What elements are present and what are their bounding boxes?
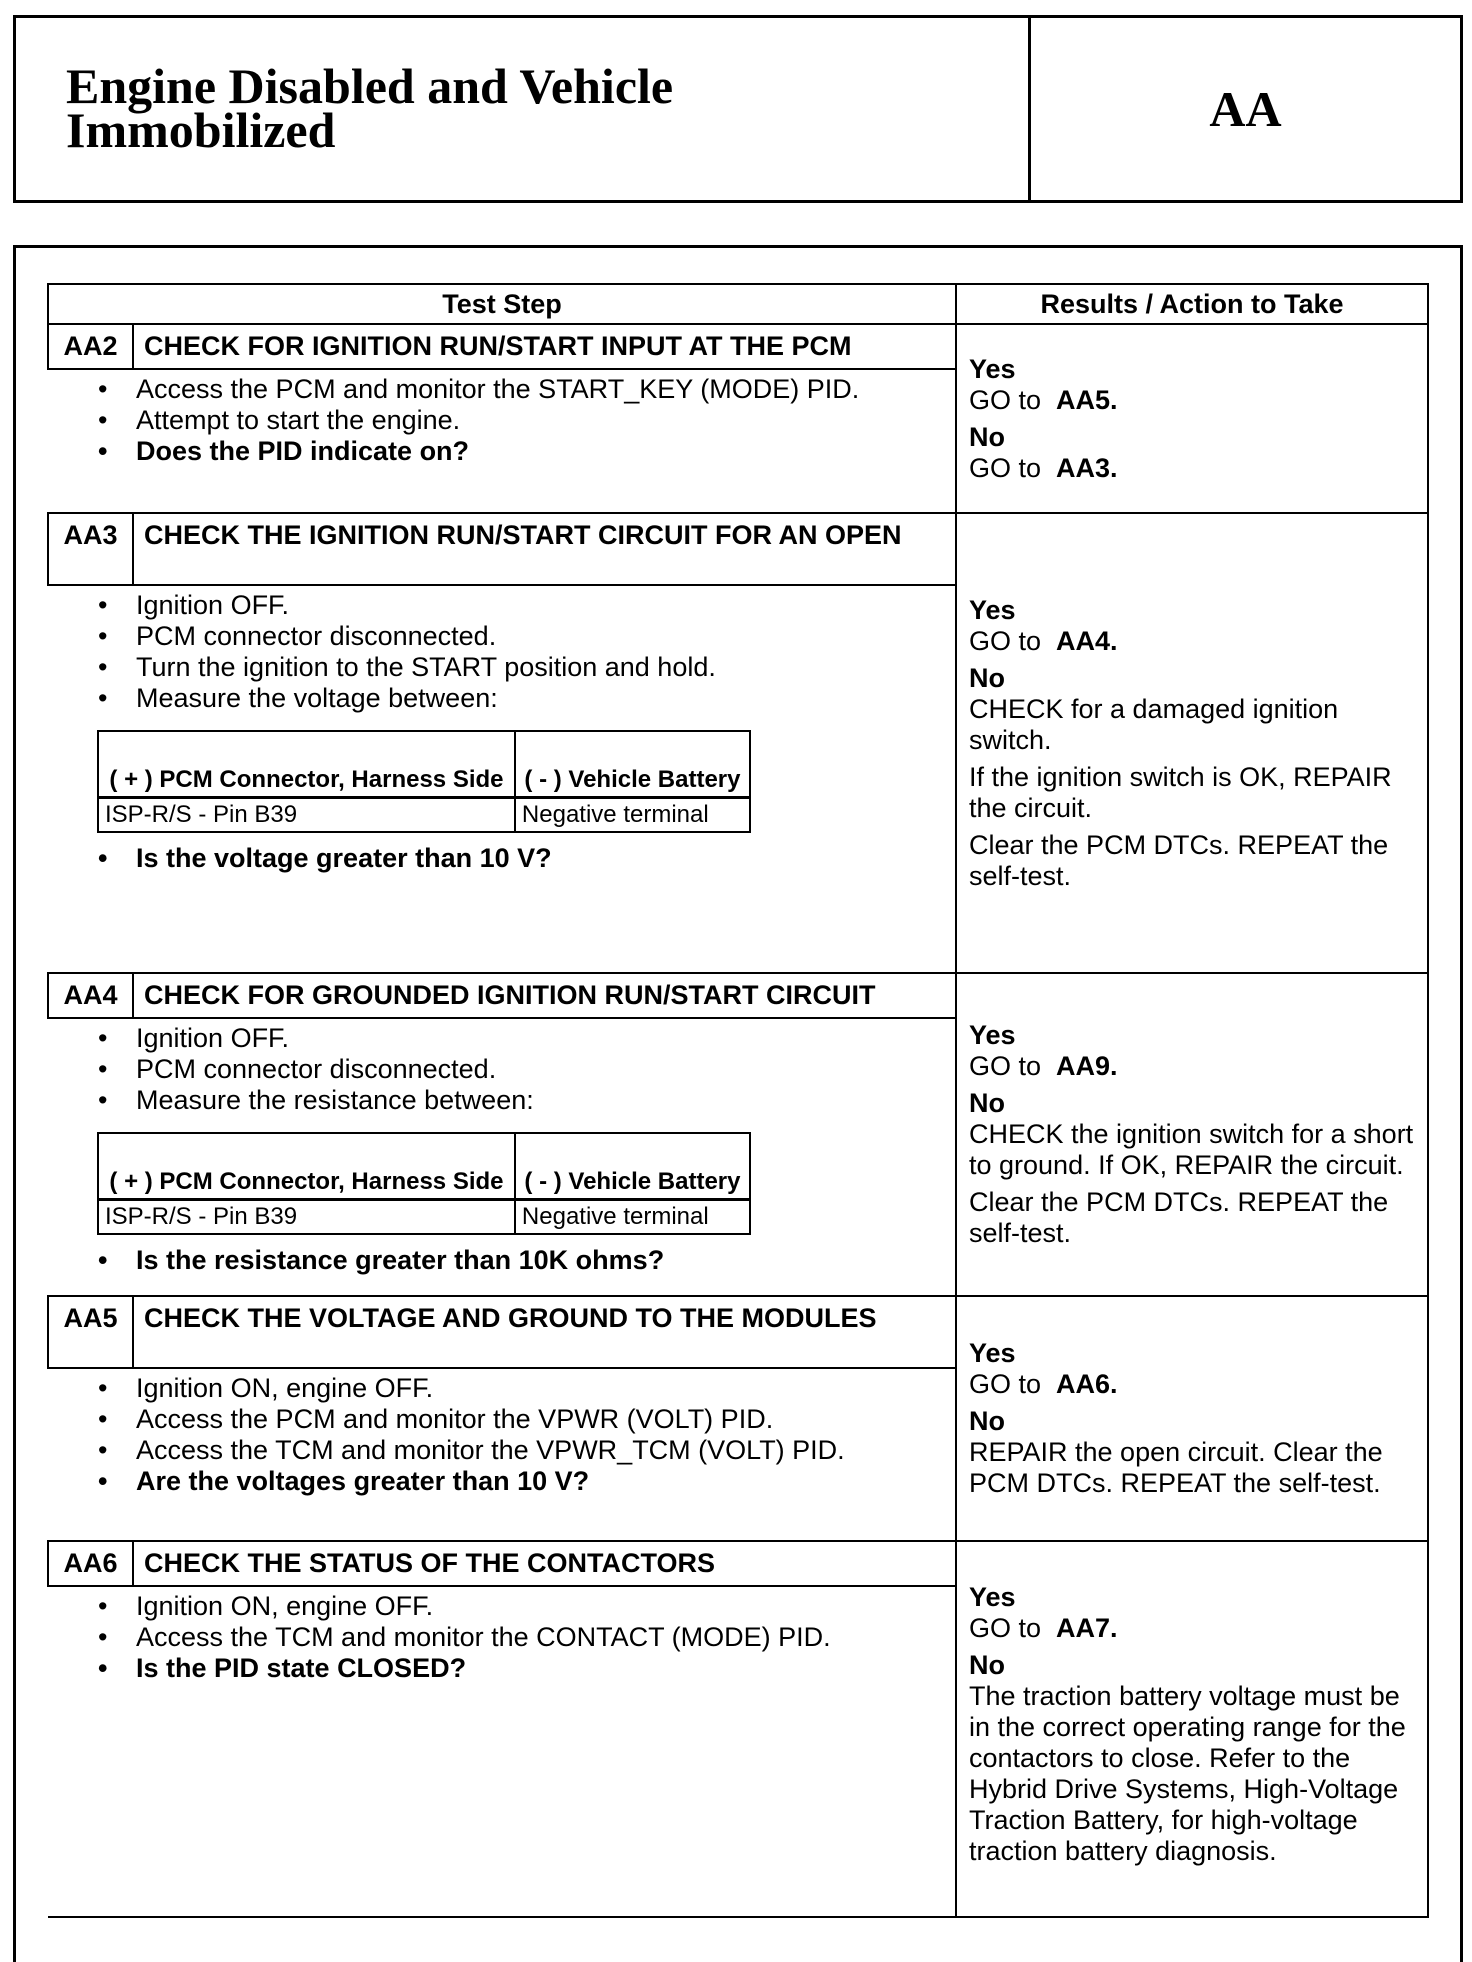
goto-link[interactable]: AA3. <box>1056 452 1118 483</box>
step-question: • Is the voltage greater than 10 V? <box>98 843 945 874</box>
result-text: REPAIR the open circuit. Clear the PCM DTCs. REPEAT the self-test. <box>969 1437 1383 1498</box>
step-instruction: • Attempt to start the engine. <box>98 405 945 436</box>
goto-link[interactable]: AA5. <box>1056 384 1118 415</box>
col-header-results: Results / Action to Take <box>956 284 1428 324</box>
result-text: GO to <box>969 1613 1042 1643</box>
diagnostic-table <box>47 283 1429 1918</box>
step-instruction: • Access the PCM and monitor the VPWR (VOLT) PID. <box>98 1404 945 1435</box>
meas-cell: Negative terminal <box>515 1199 750 1234</box>
meas-header: ( + ) PCM Connector, Harness Side <box>98 731 515 797</box>
step-number: AA4 <box>48 973 133 1018</box>
step-results <box>956 1296 1428 1541</box>
step-instruction: • Turn the ignition to the START position and hold. <box>98 652 945 683</box>
no-label: No <box>969 1406 1005 1436</box>
step-results <box>956 513 1428 973</box>
step-question: • Does the PID indicate on? <box>98 436 945 467</box>
result-text: If the ignition switch is OK, REPAIR the circuit. <box>969 761 1392 823</box>
step-instruction: • Ignition ON, engine OFF. <box>98 1373 945 1404</box>
meas-header: ( + ) PCM Connector, Harness Side <box>98 1133 515 1199</box>
step-question: • Are the voltages greater than 10 V? <box>98 1466 945 1497</box>
meas-header: ( - ) Vehicle Battery <box>515 731 750 797</box>
goto-link[interactable]: AA9. <box>1056 1051 1118 1081</box>
step-question: • Is the PID state CLOSED? <box>98 1653 945 1684</box>
step-title: CHECK THE IGNITION RUN/START CIRCUIT FOR AN OPEN <box>133 513 956 585</box>
step-title: CHECK FOR GROUNDED IGNITION RUN/START CIRCUIT <box>133 973 956 1018</box>
result-text: Clear the PCM DTCs. REPEAT the self-test. <box>969 829 1389 891</box>
goto-link[interactable]: AA6. <box>1056 1369 1118 1399</box>
step-number: AA3 <box>48 513 133 585</box>
step-instruction: • Ignition OFF. <box>98 590 945 621</box>
step-instruction: • PCM connector disconnected. <box>98 621 945 652</box>
step-number: AA6 <box>48 1541 133 1586</box>
step-body <box>48 369 956 513</box>
section-code: AA <box>1209 81 1282 137</box>
result-text: GO to <box>969 1051 1042 1081</box>
step-number: AA5 <box>48 1296 133 1368</box>
yes-label: Yes <box>969 353 1016 384</box>
step-instruction: • Access the PCM and monitor the START_KEY (MODE) PID. <box>98 374 945 405</box>
step-instruction: • Ignition ON, engine OFF. <box>98 1591 945 1622</box>
step-instruction: • Access the TCM and monitor the VPWR_TCM (VOLT) PID. <box>98 1435 945 1466</box>
step-title: CHECK THE VOLTAGE AND GROUND TO THE MODULES <box>133 1296 956 1368</box>
no-label: No <box>969 662 1005 693</box>
step-instruction: • Measure the voltage between: <box>98 683 945 714</box>
step-title: CHECK THE STATUS OF THE CONTACTORS <box>133 1541 956 1586</box>
step-body <box>48 1586 956 1917</box>
page-title <box>16 18 1031 200</box>
step-body <box>48 1368 956 1541</box>
measurement-table <box>97 730 751 833</box>
result-text: CHECK the ignition switch for a short to ground. If OK, REPAIR the circuit. <box>969 1119 1414 1180</box>
result-text: GO to <box>969 1369 1042 1399</box>
meas-cell: Negative terminal <box>515 797 750 832</box>
yes-label: Yes <box>969 1020 1016 1050</box>
meas-cell: ISP-R/S - Pin B39 <box>98 797 515 832</box>
goto-link[interactable]: AA7. <box>1056 1613 1118 1643</box>
title-line: Immobilized <box>66 102 336 158</box>
title-line: Engine Disabled and Vehicle <box>66 58 674 114</box>
step-number: AA2 <box>48 324 133 369</box>
meas-cell: ISP-R/S - Pin B39 <box>98 1199 515 1234</box>
step-instruction: • Measure the resistance between: <box>98 1085 945 1116</box>
result-text: GO to <box>969 625 1042 656</box>
no-label: No <box>969 1088 1005 1118</box>
col-header-test-step: Test Step <box>48 284 956 324</box>
no-label: No <box>969 1650 1005 1680</box>
measurement-table <box>97 1132 751 1235</box>
result-text: Clear the PCM DTCs. REPEAT the self-test. <box>969 1187 1389 1248</box>
result-text: GO to <box>969 452 1042 483</box>
step-results <box>956 973 1428 1296</box>
step-instruction: • PCM connector disconnected. <box>98 1054 945 1085</box>
result-text: The traction battery voltage must be in the correct operating range for the contactors to close. Refer to the Hybrid Drive Systems, High-Voltage Traction Battery, for high-voltage traction battery diagnosis. <box>969 1681 1406 1866</box>
step-instruction: • Access the TCM and monitor the CONTACT (MODE) PID. <box>98 1622 945 1653</box>
step-body <box>48 1018 956 1296</box>
page-header <box>13 15 1463 203</box>
result-text: GO to <box>969 384 1042 415</box>
yes-label: Yes <box>969 594 1016 625</box>
result-text: CHECK for a damaged ignition switch. <box>969 693 1339 755</box>
goto-link[interactable]: AA4. <box>1056 625 1118 656</box>
no-label: No <box>969 421 1005 452</box>
step-instruction: • Ignition OFF. <box>98 1023 945 1054</box>
step-question: • Is the resistance greater than 10K ohms? <box>98 1245 945 1276</box>
step-results <box>956 1541 1428 1917</box>
yes-label: Yes <box>969 1338 1016 1368</box>
step-title: CHECK FOR IGNITION RUN/START INPUT AT THE PCM <box>133 324 956 369</box>
yes-label: Yes <box>969 1582 1016 1612</box>
step-results <box>956 324 1428 513</box>
step-body <box>48 585 956 973</box>
meas-header: ( - ) Vehicle Battery <box>515 1133 750 1199</box>
